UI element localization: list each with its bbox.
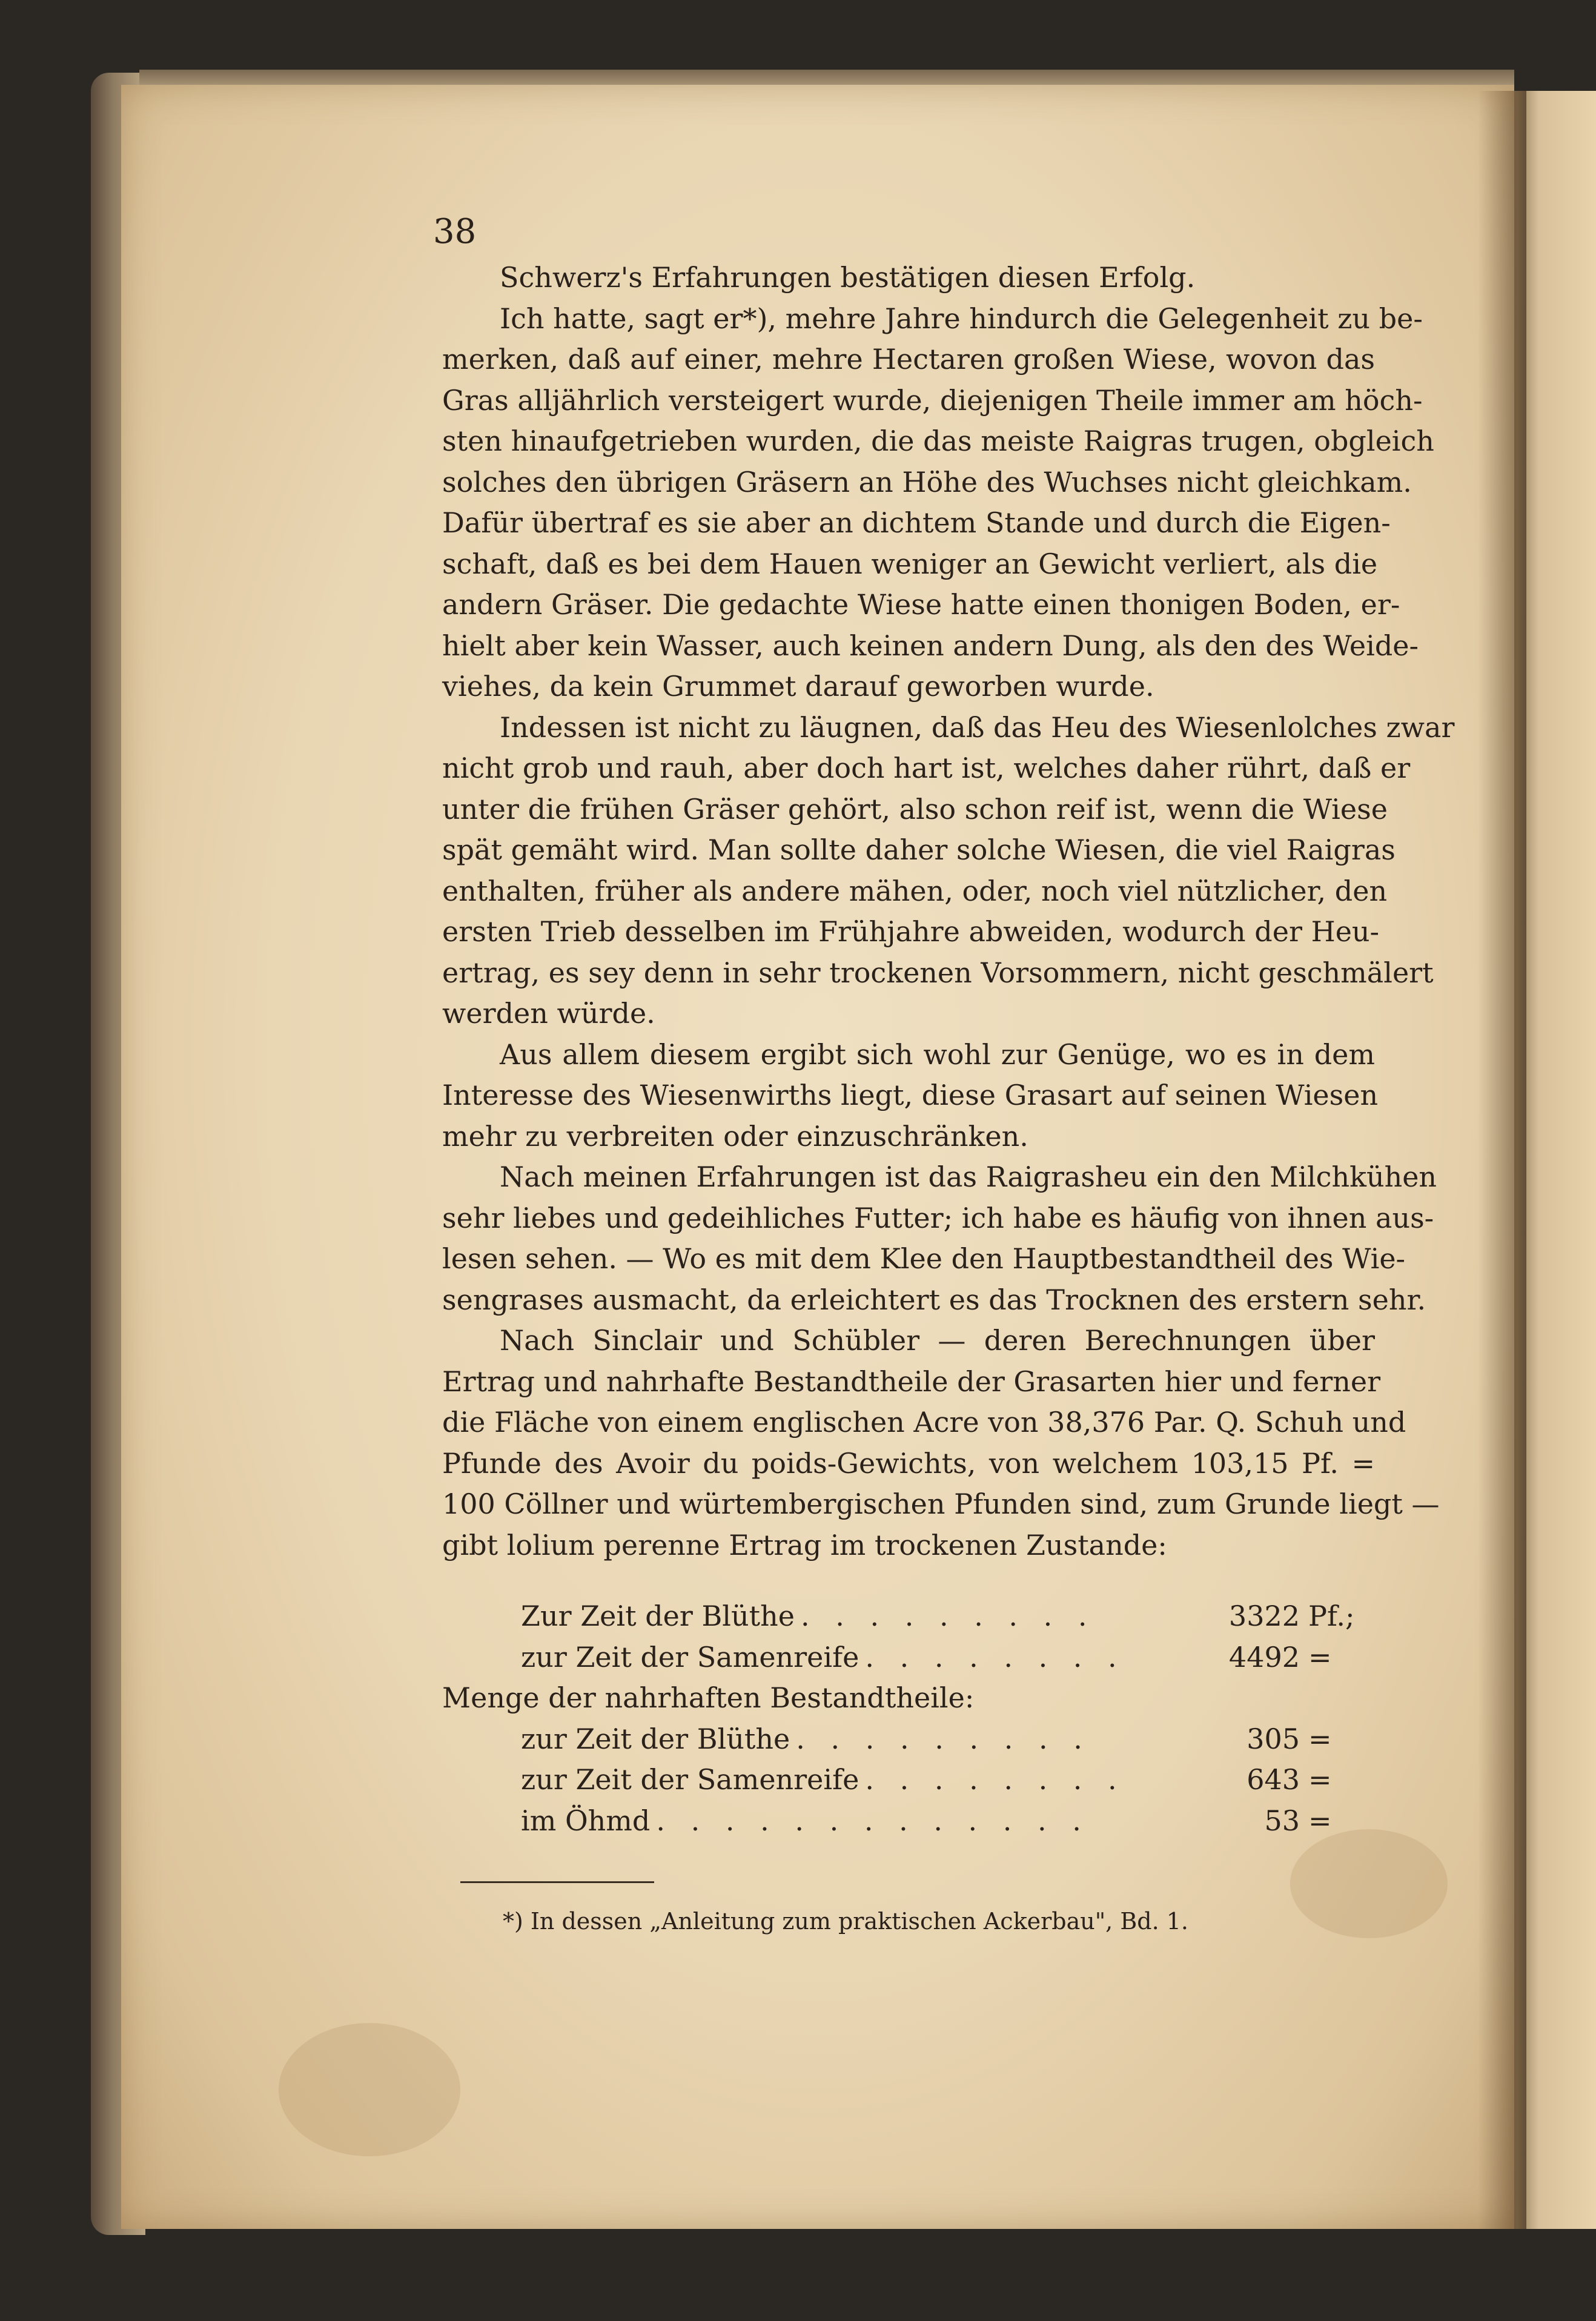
dot-leader: . . . . . . . . . [800, 1600, 1096, 1632]
text-line: mehr zu verbreiten oder einzuschränken. [442, 1119, 1028, 1153]
text-line: unter die frühen Gräser gehört, also schon reif ist, wenn die Wiese [442, 792, 1388, 826]
text-line: ersten Trieb desselben im Frühjahre abweiden, wodurch der Heu- [442, 915, 1380, 948]
nutrient-row [442, 1801, 1375, 1842]
text-line: die Fläche von einem englischen Acre von 38,376 Par. Q. Schuh und [442, 1406, 1406, 1439]
text-line: sten hinaufgetrieben wurden, die das meiste Raigras trugen, obgleich [442, 425, 1434, 457]
text-line: Interesse des Wiesenwirths liegt, diese Grasart auf seinen Wiesen [442, 1079, 1379, 1111]
yield-row [442, 1637, 1375, 1678]
text-line: Indessen ist nicht zu läugnen, daß das Heu des Wiesenlolches zwar [500, 710, 1455, 744]
text-line: Ertrag und nahrhafte Bestandtheile der Grasarten hier und ferner [442, 1365, 1381, 1398]
text-line: andern Gräser. Die gedachte Wiese hatte einen thonigen Boden, er- [442, 588, 1400, 621]
text-line: sengrases ausmacht, da erleichtert es das Trocknen des erstern sehr. [442, 1283, 1426, 1316]
nutrient-unit: = [1308, 1804, 1332, 1837]
nutrient-row-label: zur Zeit der Blüthe [521, 1722, 790, 1755]
footnote: *) In dessen „Anleitung zum praktischen Ackerbau", Bd. 1. [503, 1908, 1189, 1935]
footnote-rule [460, 1881, 654, 1883]
yield-row-label: zur Zeit der Samenreife [521, 1640, 859, 1674]
nutrient-heading-text: Menge der nahrhaften Bestandtheile: [442, 1681, 975, 1714]
text-line: solches den übrigen Gräsern an Höhe des Wuchses nicht gleichkam. [442, 465, 1412, 498]
facing-page-edge [1514, 91, 1596, 2229]
yield-unit: Pf.; [1308, 1600, 1355, 1632]
nutrient-value: 305 [1247, 1722, 1300, 1755]
text-line: Ich hatte, sagt er*), mehre Jahre hindurch die Gelegenheit zu be- [500, 302, 1423, 335]
text-line: enthalten, früher als andere mähen, oder, noch viel nützlicher, den [442, 874, 1388, 907]
text-line: Gras alljährlich versteigert wurde, diejenigen Theile immer am höch- [442, 383, 1423, 417]
page-number: 38 [433, 212, 477, 251]
text-line: spät gemäht wird. Man sollte daher solche Wiesen, die viel Raigras [442, 833, 1396, 866]
text-line: Nach Sinclair und Schübler — deren Berechnungen über [500, 1324, 1375, 1357]
yield-row-label: Zur Zeit der Blüthe [521, 1600, 795, 1632]
yield-table [442, 1596, 1375, 1841]
text-line: viehes, da kein Grummet darauf geworben wurde. [442, 670, 1154, 703]
text-line: Nach meinen Erfahrungen ist das Raigrasheu ein den Milchkühen [500, 1160, 1437, 1193]
yield-row [442, 1596, 1375, 1637]
nutrient-row-label: zur Zeit der Samenreife [521, 1763, 859, 1796]
yield-unit: = [1308, 1640, 1332, 1674]
page-gutter-shadow [1478, 91, 1526, 2229]
text-line: Pfunde des Avoir du poids-Gewichts, von welchem 103,15 Pf. = [442, 1446, 1375, 1480]
text-line: sehr liebes und gedeihliches Futter; ich habe es häufig von ihnen aus- [442, 1201, 1434, 1234]
nutrient-heading [442, 1678, 1375, 1719]
text-line: ertrag, es sey denn in sehr trockenen Vorsommern, nicht geschmälert [442, 956, 1434, 989]
dot-leader: . . . . . . . . . [796, 1722, 1091, 1755]
nutrient-value: 53 [1264, 1804, 1300, 1837]
dot-leader: . . . . . . . . [865, 1763, 1125, 1796]
nutrient-unit: = [1308, 1722, 1332, 1755]
dot-leader: . . . . . . . . . . . . . [656, 1804, 1090, 1837]
text-line: werden würde. [442, 997, 655, 1030]
text-line: Aus allem diesem ergibt sich wohl zur Genüge, wo es in dem [500, 1038, 1375, 1071]
text-line: lesen sehen. — Wo es mit dem Klee den Hauptbestandtheil des Wie- [442, 1242, 1406, 1275]
text-line: 100 Cöllner und würtembergischen Pfunden sind, zum Grunde liegt — [442, 1488, 1440, 1520]
nutrient-row [442, 1760, 1375, 1801]
text-line: nicht grob und rauh, aber doch hart ist, welches daher rührt, daß er [442, 752, 1411, 784]
paper-stain [279, 2023, 460, 2156]
yield-value: 4492 [1228, 1640, 1300, 1674]
nutrient-row-label: im Öhmd [521, 1804, 651, 1837]
text-line: gibt lolium perenne Ertrag im trockenen Zustande: [442, 1528, 1167, 1561]
dot-leader: . . . . . . . . [865, 1640, 1125, 1674]
body-text [442, 257, 1455, 1566]
text-line: hielt aber kein Wasser, auch keinen andern Dung, als den des Weide- [442, 629, 1419, 662]
text-line: Dafür übertraf es sie aber an dichtem Stande und durch die Eigen- [442, 506, 1391, 539]
text-line: Schwerz's Erfahrungen bestätigen diesen Erfolg. [500, 261, 1196, 294]
yield-value: 3322 [1228, 1600, 1300, 1632]
text-line: merken, daß auf einer, mehre Hectaren großen Wiese, wovon das [442, 343, 1375, 376]
nutrient-row [442, 1719, 1375, 1760]
nutrient-unit: = [1308, 1763, 1332, 1796]
text-line: schaft, daß es bei dem Hauen weniger an Gewicht verliert, als die [442, 547, 1378, 580]
paper-stain [1290, 1829, 1448, 1938]
nutrient-value: 643 [1247, 1763, 1300, 1796]
